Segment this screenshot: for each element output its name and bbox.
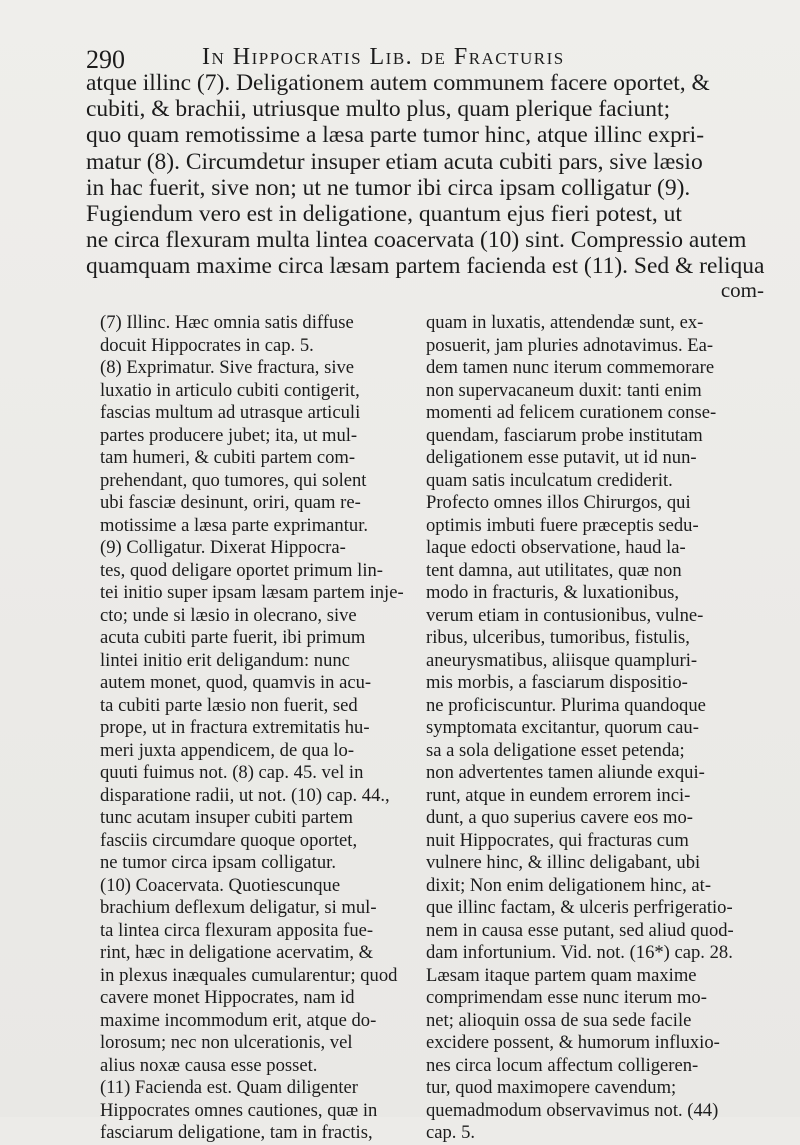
- footnotes-left-column: [100, 312, 418, 1145]
- footnote-line: (11) Facienda est. Quam diligenter: [100, 1077, 358, 1098]
- footnote-line: comprimendam esse nunc iterum mo-: [426, 987, 707, 1008]
- footnote-line: acuta cubiti parte fuerit, ibi primum: [100, 627, 366, 648]
- footnote-line: tent damna, aut utilitates, quæ non: [426, 559, 682, 581]
- footnote-line: disparatione radii, ut not. (10) cap. 44.,: [100, 784, 390, 806]
- footnote-line: ne proficiscuntur. Plurima quandoque: [426, 694, 706, 716]
- footnote-line: (9) Colligatur. Dixerat Hippocra-: [100, 537, 346, 558]
- footnote-line: quendam, fasciarum probe institutam: [426, 424, 703, 446]
- footnote-line: optimis imbuti fuere præceptis sedu-: [426, 514, 699, 536]
- footnote-line: tam humeri, & cubiti partem com-: [100, 447, 356, 468]
- footnote-line: alius noxæ causa esse posset.: [100, 1054, 318, 1076]
- main-text-line: quamquam maxime circa læsam partem facienda est (11). Sed & reliqua: [86, 253, 765, 280]
- footnote-line: Hippocrates omnes cautiones, quæ in: [100, 1099, 378, 1121]
- footnote-line: que illinc factam, & ulceris perfrigeratio-: [426, 897, 733, 918]
- footnote-line: vulnere hinc, & illinc deligabant, ubi: [426, 852, 701, 873]
- footnote-line: aneurysmatibus, aliisque quampluri-: [426, 649, 698, 671]
- footnote-line: prope, ut in fractura extremitatis hu-: [100, 717, 370, 738]
- footnote-line: modo in fracturis, & luxationibus,: [426, 582, 680, 603]
- footnote-line: nem in causa esse putant, sed aliud quod-: [426, 919, 734, 941]
- page-number: 290: [86, 45, 125, 74]
- footnote-line: ta cubiti parte læsio non fuerit, sed: [100, 694, 358, 716]
- footnote-line: nes circa locum affectum colligeren-: [426, 1054, 699, 1076]
- running-title: In Hippocratis Lib. de Fracturis: [202, 44, 565, 70]
- footnote-line: ta lintea circa flexuram apposita fue-: [100, 919, 374, 941]
- footnote-line: quam in luxatis, attendendæ sunt, ex-: [426, 312, 704, 333]
- footnote-line: autem monet, quod, quamvis in acu-: [100, 672, 372, 693]
- footnotes-right-column: [426, 312, 766, 1145]
- footnote-line: brachium deflexum deligatur, si mul-: [100, 897, 377, 918]
- footnote-line: tunc acutam insuper cubiti partem: [100, 807, 353, 828]
- footnote-line: verum etiam in contusionibus, vulne-: [426, 604, 704, 626]
- main-text-block: [86, 70, 764, 280]
- footnote-line: tur, quod maximopere cavendum;: [426, 1077, 677, 1098]
- footnote-line: posuerit, jam pluries adnotavimus. Ea-: [426, 334, 714, 356]
- footnote-line: docuit Hippocrates in cap. 5.: [100, 334, 314, 356]
- footnote-line: nuit Hippocrates, qui fracturas cum: [426, 829, 689, 851]
- footnote-line: dem tamen nunc iterum commemorare: [426, 357, 715, 378]
- footnote-line: deligationem esse putavit, ut id nun-: [426, 447, 697, 468]
- main-text-line: cubiti, & brachii, utriusque multo plus, quam plerique faciunt;: [86, 96, 671, 123]
- main-text-line: in hac fuerit, sive non; ut ne tumor ibi circa ipsam colligatur (9).: [86, 174, 691, 201]
- footnote-line: sa a sola deligatione esset petenda;: [426, 739, 685, 761]
- footnote-line: in plexus inæquales cumularentur; quod: [100, 964, 398, 986]
- footnote-line: excidere possent, & humorum influxio-: [426, 1032, 720, 1053]
- footnote-line: momenti ad felicem curationem conse-: [426, 402, 717, 423]
- footnote-line: fasciis circumdare quoque oportet,: [100, 829, 358, 851]
- footnote-line: cavere monet Hippocrates, nam id: [100, 987, 355, 1008]
- footnote-line: runt, atque in eundem errorem inci-: [426, 784, 691, 806]
- main-text-line: atque illinc (7). Deligationem autem communem facere oportet, &: [86, 70, 710, 96]
- footnote-line: prehendant, quo tumores, qui solent: [100, 469, 367, 491]
- footnote-line: Profecto omnes illos Chirurgos, qui: [426, 492, 691, 513]
- footnote-line: dam infortunium. Vid. not. (16*) cap. 28.: [426, 942, 733, 963]
- footnote-line: ribus, ulceribus, tumoribus, fistulis,: [426, 627, 690, 648]
- footnote-line: ubi fasciæ desinunt, oriri, quam re-: [100, 492, 361, 513]
- footnote-line: rint, hæc in deligatione acervatim, &: [100, 942, 374, 963]
- footnote-line: partes producere jubet; ita, ut mul-: [100, 424, 358, 446]
- footnote-line: dixit; Non enim deligationem hinc, at-: [426, 874, 712, 896]
- main-text-line: Fugiendum vero est in deligatione, quantum ejus fieri potest, ut: [86, 201, 682, 228]
- footnote-line: laque edocti observatione, haud la-: [426, 537, 686, 558]
- footnote-line: Læsam itaque partem quam maxime: [426, 964, 697, 986]
- footnote-line: luxatio in articulo cubiti contigerit,: [100, 379, 360, 401]
- main-text-line: quo quam remotissime a læsa parte tumor hinc, atque illinc expri-: [86, 122, 705, 149]
- footnote-line: quam satis inculcatum crediderit.: [426, 469, 673, 491]
- footnote-line: symptomata excitantur, quorum cau-: [426, 717, 699, 738]
- footnote-line: maxime incommodum erit, atque do-: [100, 1009, 377, 1031]
- footnote-line: cap. 5.: [426, 1122, 476, 1143]
- footnote-line: motissime a læsa parte exprimantur.: [100, 514, 369, 536]
- footnote-line: fascias multum ad utrasque articuli: [100, 402, 361, 423]
- footnote-line: lorosum; nec non ulcerationis, vel: [100, 1032, 353, 1053]
- footnote-line: (7) Illinc. Hæc omnia satis diffuse: [100, 312, 354, 333]
- footnote-line: (8) Exprimatur. Sive fractura, sive: [100, 357, 355, 378]
- footnote-line: fasciarum deligatione, tam in fractis,: [100, 1122, 373, 1143]
- footnote-line: net; alioquin ossa de sua sede facile: [426, 1009, 692, 1031]
- footnote-line: tes, quod deligare oportet primum lin-: [100, 559, 383, 581]
- footnote-line: lintei initio erit deligandum: nunc: [100, 649, 350, 671]
- footnote-line: quemadmodum observavimus not. (44): [426, 1099, 719, 1121]
- footnote-line: (10) Coacervata. Quotiescunque: [100, 874, 341, 896]
- main-text-line: ne circa flexuram multa lintea coacervata (10) sint. Compressio autem: [86, 227, 747, 254]
- footnote-line: ne tumor circa ipsam colligatur.: [100, 852, 336, 873]
- footnote-line: meri juxta appendicem, de qua lo-: [100, 739, 355, 761]
- footnote-line: non advertentes tamen aliunde exqui-: [426, 762, 705, 783]
- footnote-line: non supervacaneum duxit: tanti enim: [426, 379, 702, 401]
- main-text-line: matur (8). Circumdetur insuper etiam acuta cubiti pars, sive læsio: [86, 148, 703, 175]
- footnote-line: cto; unde si læsio in olecrano, sive: [100, 604, 357, 626]
- footnote-line: mis morbis, a fasciarum dispositio-: [426, 672, 688, 693]
- footnote-line: dunt, a quo superius cavere eos mo-: [426, 807, 693, 828]
- footnote-line: quuti fuimus not. (8) cap. 45. vel in: [100, 762, 364, 783]
- catchword: com-: [720, 278, 764, 302]
- footnote-line: tei initio super ipsam læsam partem inje-: [100, 582, 404, 603]
